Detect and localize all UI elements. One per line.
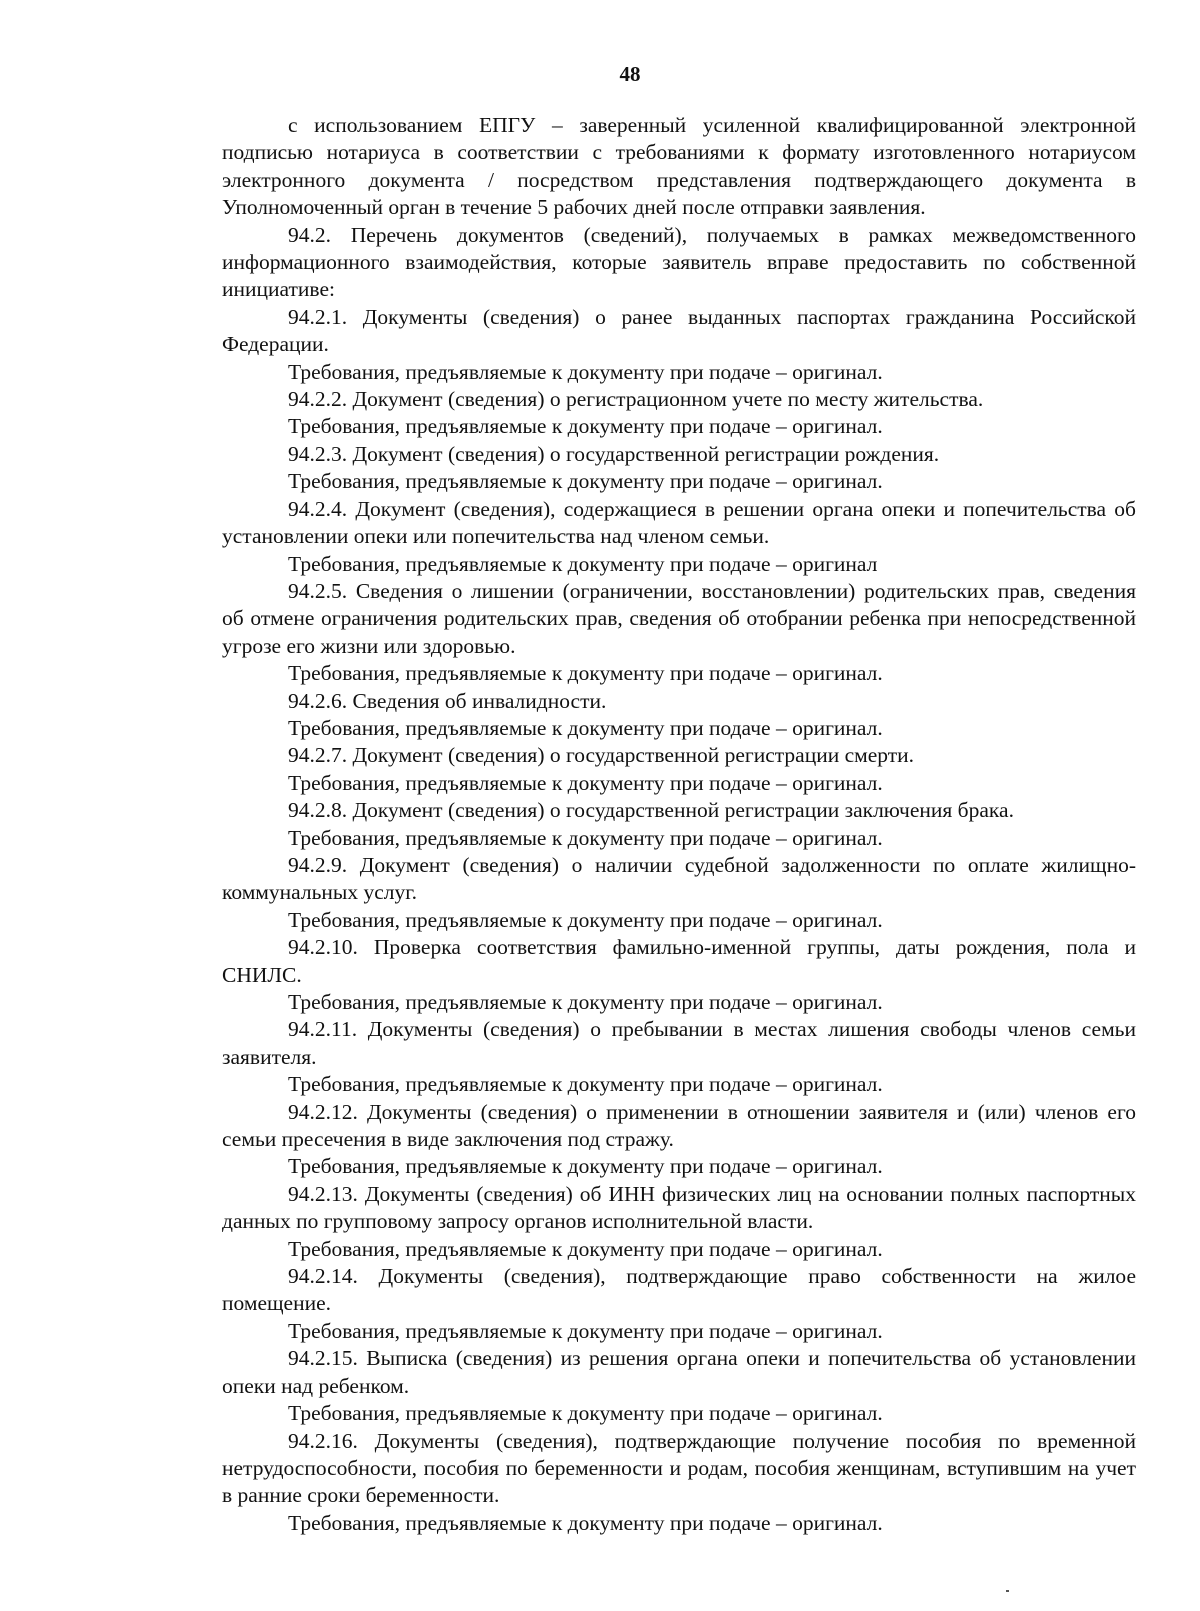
paragraph: Требования, предъявляемые к документу при подаче – оригинал. (288, 770, 883, 795)
paragraph: Требования, предъявляемые к документу при подаче – оригинал. (288, 1318, 883, 1343)
paragraph: Требования, предъявляемые к документу при подаче – оригинал. (288, 1154, 883, 1179)
paragraph: 94.2.3. Документ (сведения) о государственной регистрации рождения. (288, 441, 940, 466)
paragraph: 94.2.9. Документ (сведения) о наличии судебной задолженности по оплате жилищно-коммунальных услуг. (222, 852, 1136, 905)
paragraph: Требования, предъявляемые к документу при подаче – оригинал. (288, 1401, 883, 1426)
paragraph: 94.2.12. Документы (сведения) о применении в отношении заявителя и (или) членов его семьи пресечения в виде заключения под стражу. (222, 1099, 1136, 1152)
paragraph: 94.2.11. Документы (сведения) о пребывании в местах лишения свободы членов семьи заявителя. (222, 1017, 1136, 1069)
paragraph: Требования, предъявляемые к документу при подаче – оригинал. (288, 825, 883, 850)
paragraph: Требования, предъявляемые к документу при подаче – оригинал. (288, 359, 883, 384)
paragraph: Требования, предъявляемые к документу при подаче – оригинал. (288, 907, 883, 932)
scan-speck (1006, 1590, 1009, 1592)
paragraph: Требования, предъявляемые к документу при подаче – оригинал. (288, 414, 883, 439)
paragraph: 94.2.4. Документ (сведения), содержащиеся в решении органа опеки и попечительства об установлении опеки или попечительства над членом семьи. (222, 496, 1136, 549)
paragraph: 94.2.7. Документ (сведения) о государственной регистрации смерти. (288, 743, 915, 768)
paragraph: Требования, предъявляемые к документу при подаче – оригинал. (288, 715, 883, 740)
paragraph: 94.2.6. Сведения об инвалидности. (288, 688, 607, 713)
paragraph: 94.2.1. Документы (сведения) о ранее выданных паспортах гражданина Российской Федерации. (222, 304, 1136, 357)
paragraph: 94.2.2. Документ (сведения) о регистрационном учете по месту жительства. (288, 387, 984, 412)
paragraph: с использованием ЕПГУ – заверенный усиленной квалифицированной электронной подписью нотариуса в соответствии с требованиями к формату изготовленного нотариусом электронного документа / посредством представления подтверждающего документа в Уполномоченный орган в течение 5 рабочих дней после отправки заявления. (222, 113, 1136, 220)
page-number: 48 (619, 62, 641, 86)
paragraph: Требования, предъявляемые к документу при подаче – оригинал. (288, 990, 883, 1014)
paragraph: Требования, предъявляемые к документу при подаче – оригинал (288, 551, 878, 576)
paragraph: 94.2.14. Документы (сведения), подтверждающие право собственности на жилое помещение. (222, 1264, 1136, 1316)
paragraph: 94.2.10. Проверка соответствия фамильно-именной группы, даты рождения, пола и СНИЛС. (222, 935, 1136, 987)
paragraph: Требования, предъявляемые к документу при подаче – оригинал. (288, 661, 883, 686)
paragraph: 94.2.15. Выписка (сведения) из решения органа опеки и попечительства об установлении опеки над ребенком. (222, 1346, 1136, 1398)
paragraph: Требования, предъявляемые к документу при подаче – оригинал. (288, 1072, 883, 1097)
paragraph: Требования, предъявляемые к документу при подаче – оригинал. (288, 469, 883, 494)
paragraph: 94.2.13. Документы (сведения) об ИНН физических лиц на основании полных паспортных данных по групповому запросу органов исполнительной власти. (222, 1181, 1136, 1234)
paragraph: 94.2.16. Документы (сведения), подтверждающие получение пособия по временной нетрудоспособности, пособия по беременности и родам, пособия женщинам, вступившим на учет в ранние сроки беременности. (222, 1428, 1136, 1508)
paragraph: 94.2.5. Сведения о лишении (ограничении, восстановлении) родительских прав, сведения об отмене ограничения родительских прав, сведения об отобрании ребенка при непосредственной угрозе его жизни или здоровью. (222, 578, 1136, 658)
paragraph: 94.2.8. Документ (сведения) о государственной регистрации заключения брака. (288, 798, 1014, 823)
paragraph: Требования, предъявляемые к документу при подаче – оригинал. (288, 1510, 883, 1535)
paragraph: Требования, предъявляемые к документу при подаче – оригинал. (288, 1236, 883, 1261)
paragraph: 94.2. Перечень документов (сведений), получаемых в рамках межведомственного информационного взаимодействия, которые заявитель вправе предоставить по собственной инициативе: (222, 222, 1136, 302)
document-body (222, 112, 1136, 1537)
